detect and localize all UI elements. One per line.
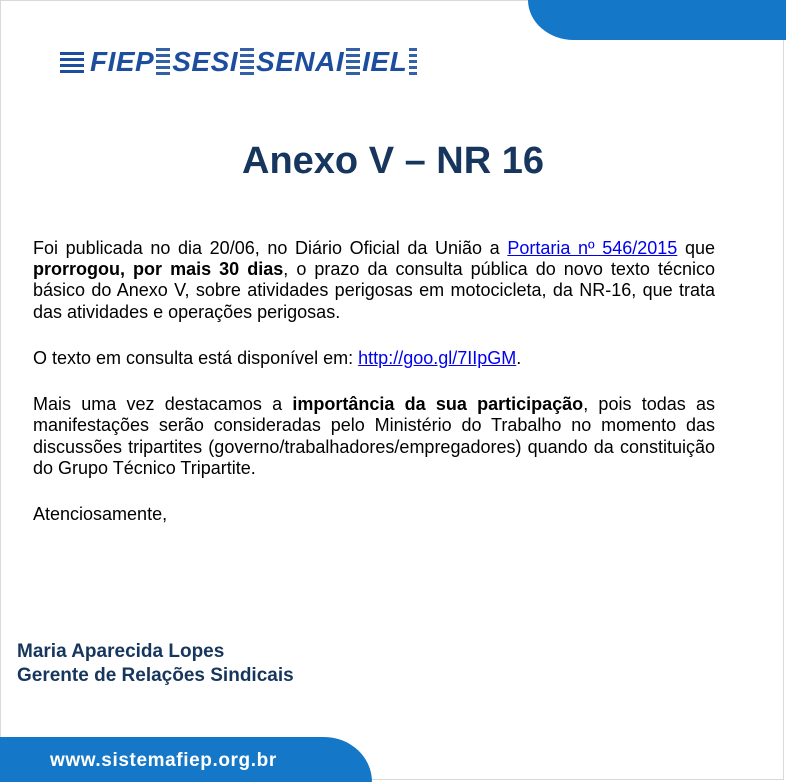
paragraph-participation	[33, 394, 715, 479]
text-segment: .	[516, 347, 522, 368]
text-segment: , o prazo da consulta pública do novo texto técnico básico do Anexo V, sobre atividades perigosas em motocicleta, da NR-16, que trata das atividades e operações perigosas.	[33, 259, 715, 322]
closing-text: Atenciosamente,	[33, 504, 168, 525]
text-segment: que	[677, 238, 715, 258]
page-title: Anexo V – NR 16	[242, 140, 544, 182]
portaria-link[interactable]: Portaria nº 546/2015	[507, 238, 678, 258]
consultation-link[interactable]: http://goo.gl/7IIpGM	[358, 347, 517, 368]
paragraph-publication	[33, 238, 715, 323]
logo-mark-icon	[60, 52, 84, 73]
text-segment: Mais uma vez destacamos a	[33, 394, 293, 415]
logo-iel: IEL	[362, 46, 408, 77]
signature-block	[17, 640, 294, 689]
paragraph-consultation-link	[33, 348, 715, 369]
document-body	[33, 238, 715, 550]
text-segment: , pois todas as manifestações serão consideradas pelo Ministério do Trabalho no momento das discussões tripartites (governo/trabalhadores/empregadores) quando da constituição do Grupo Técnico Tripartite.	[33, 394, 715, 478]
highlight-text: prorrogou, por mais 30 dias	[33, 259, 284, 280]
signatory-name: Maria Aparecida Lopes	[17, 641, 225, 662]
logo-separator-icon	[409, 48, 417, 76]
logo-separator-icon	[240, 48, 254, 76]
brand-logo	[60, 46, 419, 78]
footer-website-url: www.sistemafiep.org.br	[50, 750, 277, 771]
logo-fiep: FIEP	[90, 46, 155, 77]
top-accent-tab	[528, 0, 786, 40]
logo-sesi: SESI	[172, 46, 239, 77]
signatory-role: Gerente de Relações Sindicais	[17, 665, 294, 687]
logo-senai: SENAI	[256, 46, 345, 77]
highlight-text: importância da sua participação	[292, 394, 584, 415]
text-segment: O texto em consulta está disponível em:	[33, 347, 359, 368]
text-segment: Foi publicada no dia 20/06, no Diário Oficial da União a	[33, 238, 508, 258]
logo-separator-icon	[346, 48, 360, 76]
logo-separator-icon	[156, 48, 170, 76]
